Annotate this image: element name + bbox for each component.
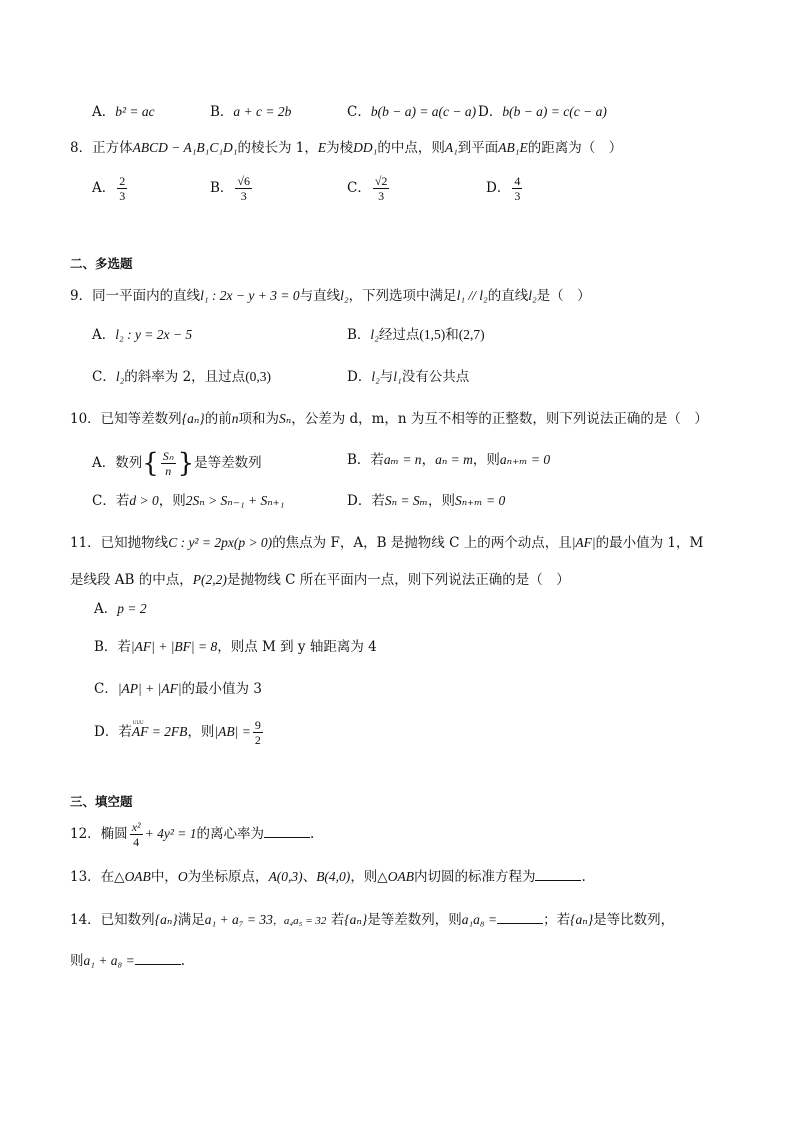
q10-option-a[interactable]: A．数列{ $\frac{\text{Sₙ}}{n}$ }是等差数列 [92,448,262,479]
q11-option-c[interactable]: C．|AP| + |AF|的最小值为 3 [94,681,262,697]
q12-stem: 12．椭圆 $\frac{\text{x²}}{4}$ + 4y² = 1的离心率为 . [70,820,315,849]
q14-answer-blank-2[interactable] [135,950,181,965]
section-fill-in-title: 三、填空题 [70,794,133,809]
q13-stem: 13．在△OAB中，O为坐标原点，A(0,3)、B(4,0)，则△OAB内切圆的标准方程为 . [70,866,586,887]
q7-option-b-math: a + c = 2b [233,104,292,119]
q7-option-a-math: b² = ac [115,104,155,119]
q11-option-a[interactable]: A．p = 2 [94,601,147,617]
q14-stem-line2: 则a₁ + a₈ = . [70,950,185,971]
q14-answer-blank-1[interactable] [497,909,543,924]
q11-option-d[interactable]: D．若UUU AF = 2FB，则|AB| = $\frac{9}{2}$ [94,718,265,750]
q8-option-b[interactable]: B． $\frac{√6}{3}$ [210,174,251,203]
q9-option-d[interactable]: D．l₂与l₁没有公共点 [347,369,470,385]
section-multiple-choice-title: 二、多选题 [70,256,133,271]
q9-stem: 9．同一平面内的直线l₁ : 2x − y + 3 = 0与直线l₂，下列选项中满足l₁ // l₂的直线l₂是（ ） [70,288,591,304]
q8-option-a[interactable]: A． $\frac{2}{3}$ [92,174,126,203]
q8-option-c[interactable]: C． $\frac{√2}{3}$ [347,174,388,203]
q14-stem-line1: 14．已知数列{aₙ}满足a₁ + a₇ = 33，a₄a₅ = 32 若{aₙ}是等差数列，则a₁a₈ = ；若{aₙ}是等比数列， [70,909,674,931]
q10-stem: 10．已知等差数列{aₙ}的前n项和为Sₙ，公差为 d，m，n 为互不相等的正整数，则下列说法正确的是（ ） [70,411,708,427]
q7-option-d-math: b(b − a) = c(c − a) [502,104,607,119]
q10-option-c[interactable]: C．若d > 0，则2Sₙ > Sₙ₋₁ + Sₙ₊₁ [92,493,285,509]
q7-option-a[interactable]: A．b² = ac [92,104,155,120]
q7-option-b[interactable]: B．a + c = 2b [210,104,292,120]
q11-stem-line1: 11．已知抛物线C : y² = 2px(p > 0)的焦点为 F，A，B 是抛物线 C 上的两个动点，且|AF|的最小值为 1，M [70,535,704,551]
q7-option-c-math: b(b − a) = a(c − a) [370,104,477,119]
q7-option-d[interactable]: D．b(b − a) = c(c − a) [478,104,607,120]
q8-option-d[interactable]: D． $\frac{4}{3}$ [486,174,521,203]
q9-option-b[interactable]: B．l₂经过点(1,5)和(2,7) [347,327,485,343]
q11-stem-line2: 是线段 AB 的中点，P(2,2)是抛物线 C 所在平面内一点，则下列说法正确的是（ ） [70,572,570,588]
q12-answer-blank[interactable] [264,823,310,838]
q9-option-c[interactable]: C．l₂的斜率为 2，且过点(0,3) [92,369,272,385]
q10-option-b[interactable]: B．若aₘ = n，aₙ = m，则aₙ₊ₘ = 0 [347,452,551,468]
q9-option-a[interactable]: A．l₂ : y = 2x − 5 [92,327,193,343]
q13-answer-blank[interactable] [535,866,581,881]
q8-stem: 8．正方体ABCD − A₁B₁C₁D₁的棱长为 1，E为棱DD₁的中点，则A₁到平面AB₁E的距离为（ ） [70,140,623,156]
q11-option-b[interactable]: B．若|AF| + |BF| = 8，则点 M 到 y 轴距离为 4 [94,639,377,655]
q7-option-c[interactable]: C．b(b − a) = a(c − a) [347,104,477,120]
q10-option-d[interactable]: D．若Sₙ = Sₘ，则Sₙ₊ₘ = 0 [347,493,506,509]
